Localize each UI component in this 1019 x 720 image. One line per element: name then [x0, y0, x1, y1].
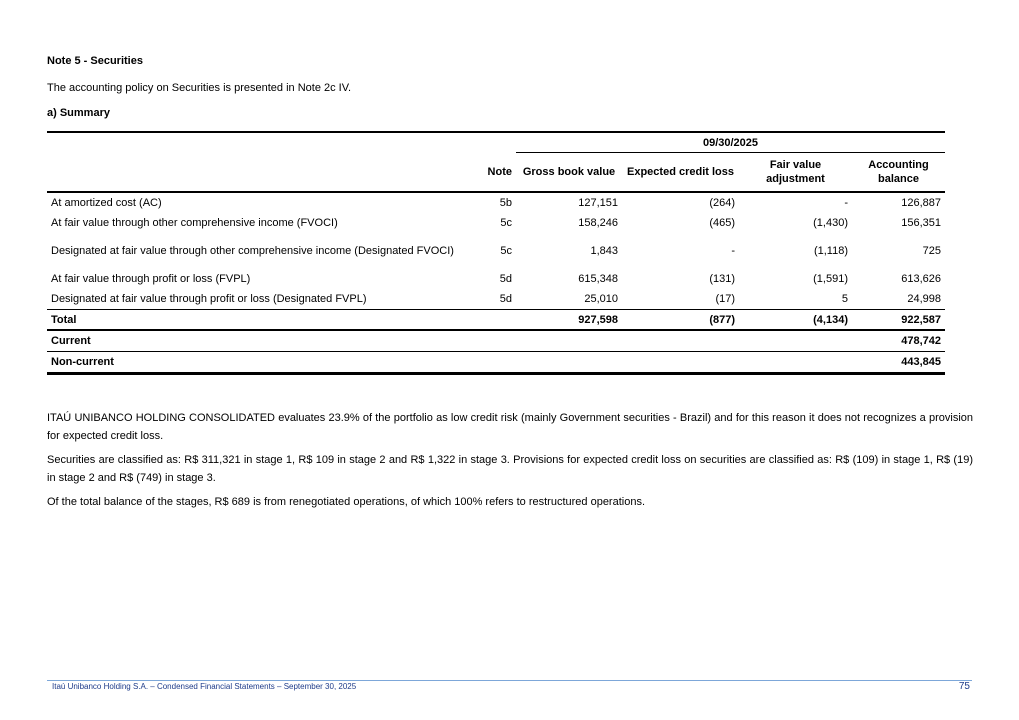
row-balance: 613,626	[901, 273, 941, 285]
renegotiated-operations-paragraph: Of the total balance of the stages, R$ 689 is from renegotiated operations, of which 100% refers to restructured operations.	[47, 496, 646, 508]
row-fva: (1,591)	[813, 273, 848, 285]
period-header: 09/30/2025	[516, 133, 945, 153]
row-label: At amortized cost (AC)	[51, 197, 162, 209]
note-column-header: Note	[476, 153, 516, 193]
row-label: Designated at fair value through other comprehensive income (Designated FVOCI)	[51, 244, 454, 257]
total-row	[47, 310, 945, 331]
row-ecl: (264)	[709, 197, 735, 209]
section-title: a) Summary	[47, 107, 110, 119]
row-fva: -	[844, 197, 848, 209]
page-number: 75	[958, 681, 970, 692]
current-label: Current	[47, 330, 476, 352]
non-current-label: Non-current	[47, 352, 476, 374]
row-balance: 126,887	[901, 197, 941, 209]
column-header-row	[47, 153, 945, 193]
row-balance: 24,998	[907, 293, 941, 305]
policy-text: The accounting policy on Securities is presented in Note 2c IV.	[47, 82, 352, 94]
total-label: Total	[47, 310, 476, 331]
total-gross: 927,598	[516, 310, 622, 331]
low-credit-risk-paragraph: ITAÚ UNIBANCO HOLDING CONSOLIDATED evaluates 23.9% of the portfolio as low credit risk (mainly Government securities - Brazil) and for this reason it does not recognizes a provision for expected credit loss.	[47, 412, 973, 442]
fair-value-adjustment-header: Fair value adjustment	[739, 153, 852, 193]
row-label: At fair value through profit or loss (FVPL)	[51, 273, 251, 285]
securities-summary-table	[47, 131, 945, 375]
total-balance: 922,587	[852, 310, 945, 331]
table-row	[47, 213, 945, 233]
non-current-balance: 443,845	[852, 352, 945, 374]
row-ecl: (465)	[709, 217, 735, 229]
row-balance: 156,351	[901, 217, 941, 229]
row-gross: 25,010	[584, 293, 618, 305]
row-fva: 5	[841, 293, 848, 305]
row-note: 5c	[500, 244, 512, 257]
table-row	[47, 192, 945, 213]
row-fva: (1,430)	[813, 217, 848, 229]
table-row	[47, 233, 945, 269]
row-ecl: (131)	[709, 273, 735, 285]
stage-classification-paragraph: Securities are classified as: R$ 311,321 in stage 1, R$ 109 in stage 2 and R$ 1,322 in stage 3. Provisions for expected credit loss on securities are classified as: R$ (109) in stage 1, R$ (19) in stage 2 and R$ (749) in stage 3.	[47, 454, 973, 484]
total-fva: (4,134)	[739, 310, 852, 331]
footer-divider	[47, 680, 972, 681]
row-ecl: -	[731, 244, 735, 257]
non-current-row	[47, 352, 945, 374]
footer-text: Itaú Unibanco Holding S.A. – Condensed Financial Statements – September 30, 2025	[52, 682, 357, 691]
row-ecl: (17)	[715, 293, 735, 305]
row-gross: 158,246	[578, 217, 618, 229]
current-balance: 478,742	[852, 330, 945, 352]
row-note: 5d	[499, 293, 512, 305]
table-row	[47, 269, 945, 289]
accounting-balance-header: Accounting balance	[852, 153, 945, 193]
row-gross: 127,151	[578, 197, 618, 209]
row-gross: 615,348	[578, 273, 618, 285]
current-row	[47, 330, 945, 352]
note-title: Note 5 - Securities	[47, 55, 143, 67]
gross-book-value-header: Gross book value	[516, 153, 622, 193]
row-fva: (1,118)	[813, 244, 848, 257]
total-ecl: (877)	[622, 310, 739, 331]
row-note: 5c	[500, 217, 512, 229]
expected-credit-loss-header: Expected credit loss	[622, 153, 739, 193]
row-balance: 725	[922, 244, 941, 257]
period-header-row	[47, 133, 945, 153]
table-row	[47, 289, 945, 310]
row-label: Designated at fair value through profit or loss (Designated FVPL)	[51, 293, 367, 305]
row-note: 5d	[499, 273, 512, 285]
row-gross: 1,843	[590, 244, 618, 257]
row-label: At fair value through other comprehensive income (FVOCI)	[51, 217, 338, 229]
row-note: 5b	[499, 197, 512, 209]
